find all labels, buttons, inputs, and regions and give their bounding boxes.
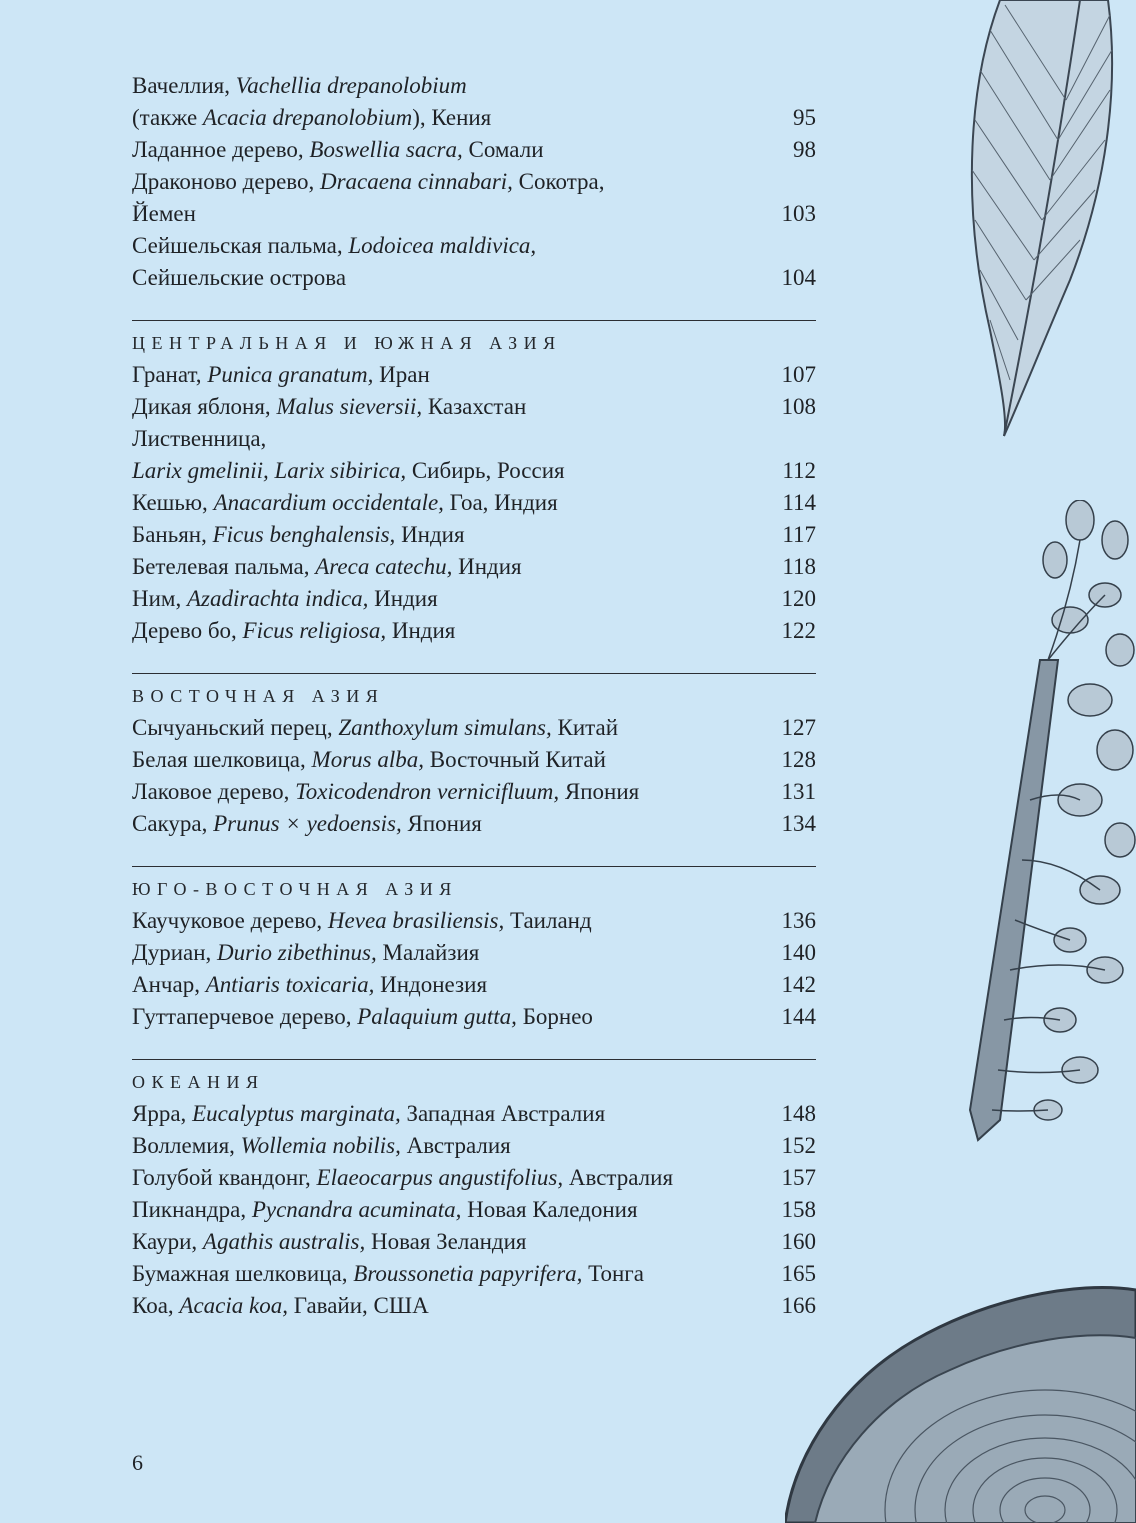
page-number: 6: [132, 1450, 143, 1475]
entry-common-name: Драконово дерево,: [132, 169, 320, 194]
toc-entry: [132, 519, 816, 551]
entry-location: Борнео: [516, 1004, 593, 1029]
entry-page-number: 148: [781, 1101, 816, 1126]
entry-page-number: 128: [781, 747, 816, 772]
entry-latin-name: Acacia koa,: [179, 1293, 288, 1318]
entry-location: Индия: [395, 522, 465, 547]
toc-entry: [132, 1162, 816, 1194]
entry-page-number: 103: [781, 201, 816, 226]
toc-section: [132, 1059, 816, 1322]
entry-location: Япония: [559, 779, 640, 804]
entry-common-name: Сакура,: [132, 811, 214, 836]
toc-entry: [132, 102, 816, 134]
entry-common-name: Гуттаперчевое дерево,: [132, 1004, 358, 1029]
entry-title: [132, 1258, 644, 1290]
toc-entry: [132, 423, 816, 455]
entry-common-name: Сейшельская пальма,: [132, 233, 349, 258]
entry-page-number: 157: [781, 1165, 816, 1190]
entry-latin-name: Punica granatum,: [207, 362, 374, 387]
entry-common-name: Баньян,: [132, 522, 213, 547]
toc-entry: [132, 70, 816, 102]
toc-section: [132, 320, 816, 647]
entry-title: [132, 583, 438, 615]
entry-latin-name: Wollemia nobilis,: [240, 1133, 401, 1158]
entry-page-number: 136: [781, 908, 816, 933]
entry-common-name: Лиственница,: [132, 426, 267, 451]
entry-latin-name: Toxicodendron vernicifluum,: [295, 779, 560, 804]
entry-title: [132, 744, 606, 776]
entry-page-number: 114: [782, 490, 816, 515]
entry-common-name: Дикая яблоня,: [132, 394, 277, 419]
entry-title: [132, 615, 455, 647]
entry-location: Западная Австралия: [400, 1101, 606, 1126]
entry-page-number: 140: [781, 940, 816, 965]
toc-entry: [132, 744, 816, 776]
tree-cross-section-illustration: [785, 1260, 1136, 1523]
toc-entry: [132, 1290, 816, 1322]
entry-location: Тонга: [582, 1261, 644, 1286]
entry-common-name: Дерево бо,: [132, 618, 243, 643]
entry-latin-name: Ficus benghalensis,: [212, 522, 396, 547]
toc-entry: [132, 1130, 816, 1162]
entry-location: Индия: [368, 586, 438, 611]
entry-latin-name: Zanthoxylum simulans,: [338, 715, 552, 740]
entry-location: Австралия: [400, 1133, 511, 1158]
entry-latin-name: Acacia drepanolobium: [202, 105, 413, 130]
entry-title: [132, 102, 491, 134]
entry-common-name: Дуриан,: [132, 940, 218, 965]
entry-location: Австралия: [563, 1165, 674, 1190]
toc-entry: [132, 776, 816, 808]
entry-title: [132, 1194, 638, 1226]
entry-latin-name: Ficus religiosa,: [242, 618, 387, 643]
entry-page-number: 108: [781, 394, 816, 419]
entry-page-number: 144: [781, 1004, 816, 1029]
entry-latin-name: Hevea brasiliensis,: [327, 908, 505, 933]
entry-page-number: 120: [781, 586, 816, 611]
entry-common-name: Кешью,: [132, 490, 214, 515]
leaf-illustration: [930, 0, 1136, 440]
entry-page-number: 166: [781, 1293, 816, 1318]
toc-entry: [132, 230, 816, 262]
entry-page-number: 98: [793, 137, 816, 162]
entry-common-name: Бумажная шелковица,: [132, 1261, 354, 1286]
entry-latin-name: Boswellia sacra,: [309, 137, 463, 162]
toc-entry: [132, 262, 816, 294]
entry-title: [132, 455, 565, 487]
entry-location: Китай: [551, 715, 618, 740]
entry-page-number: 104: [781, 265, 816, 290]
entry-common-name: Голубой квандонг,: [132, 1165, 317, 1190]
entry-title: [132, 1162, 673, 1194]
entry-common-name: Бетелевая пальма,: [132, 554, 316, 579]
entry-page-number: 118: [782, 554, 816, 579]
toc-entry: [132, 615, 816, 647]
entry-common-name: Йемен: [132, 201, 196, 226]
entry-page-number: 165: [781, 1261, 816, 1286]
entry-common-name: Гранат,: [132, 362, 208, 387]
entry-common-name: Пикнандра,: [132, 1197, 252, 1222]
entry-title: [132, 1130, 511, 1162]
entry-title: [132, 487, 558, 519]
toc-entry: [132, 1226, 816, 1258]
flower-stem-illustration: [930, 500, 1136, 1150]
toc-section: [132, 673, 816, 840]
entry-latin-name: Durio zibethinus,: [217, 940, 377, 965]
entry-common-name: Ярра,: [132, 1101, 193, 1126]
entry-common-name: Ладанное дерево,: [132, 137, 310, 162]
entry-location: Новая Каледония: [461, 1197, 638, 1222]
entry-page-number: 142: [781, 972, 816, 997]
toc-entry: [132, 166, 816, 198]
entry-title: [132, 391, 526, 423]
entry-latin-name: Pycnandra acuminata,: [251, 1197, 462, 1222]
section-heading: ЦЕНТРАЛЬНАЯ И ЮЖНАЯ АЗИЯ: [132, 333, 562, 353]
toc-entry: [132, 551, 816, 583]
entry-latin-name: Malus sieversii,: [276, 394, 423, 419]
entry-location: Индонезия: [374, 972, 488, 997]
toc-entry: [132, 455, 816, 487]
entry-page-number: 160: [781, 1229, 816, 1254]
entry-common-name: Сейшельские острова: [132, 265, 347, 290]
toc-entry: [132, 1001, 816, 1033]
entry-latin-name: Elaeocarpus angustifolius,: [316, 1165, 564, 1190]
entry-location: Сокотра,: [512, 169, 605, 194]
entry-location: Таиланд: [504, 908, 592, 933]
entry-page-number: 152: [781, 1133, 816, 1158]
toc-entry: [132, 969, 816, 1001]
entry-common-name: Ним,: [132, 586, 187, 611]
entry-page-number: 117: [782, 522, 816, 547]
entry-page-number: 131: [781, 779, 816, 804]
entry-latin-name: Eucalyptus marginata,: [192, 1101, 401, 1126]
section-heading: ЮГО-ВОСТОЧНАЯ АЗИЯ: [132, 879, 458, 899]
entry-common-name: Анчар,: [132, 972, 206, 997]
entry-title: [132, 776, 639, 808]
entry-latin-name: Agathis australis,: [202, 1229, 366, 1254]
toc-entry: [132, 808, 816, 840]
entry-title: [132, 230, 536, 262]
entry-latin-name: Broussonetia papyrifera,: [353, 1261, 583, 1286]
entry-title: [132, 70, 467, 102]
toc-entry: [132, 583, 816, 615]
entry-location: Восточный Китай: [423, 747, 606, 772]
entry-page-number: 122: [781, 618, 816, 643]
entry-page-number: 107: [781, 362, 816, 387]
entry-common-name: Вачеллия,: [132, 73, 236, 98]
entry-location: Сибирь, Россия: [406, 458, 565, 483]
entry-page-number: 134: [781, 811, 816, 836]
entry-title: [132, 808, 482, 840]
entry-latin-name: Prunus × yedoensis,: [213, 811, 402, 836]
entry-common-name: (также: [132, 105, 203, 130]
entry-title: [132, 519, 465, 551]
toc-entry: [132, 905, 816, 937]
entry-latin-name: Larix gmelinii, Larix sibirica,: [132, 458, 407, 483]
entry-latin-name: Antiaris toxicaria,: [205, 972, 375, 997]
entry-title: [132, 905, 592, 937]
entry-page-number: 127: [781, 715, 816, 740]
entry-common-name: Белая шелковица,: [132, 747, 312, 772]
entry-common-name: Лаковое дерево,: [132, 779, 296, 804]
toc-entry: [132, 1194, 816, 1226]
entry-title: [132, 423, 266, 455]
entry-latin-name: Anacardium occidentale,: [213, 490, 444, 515]
entry-latin-name: Areca catechu,: [315, 554, 453, 579]
toc-entry: [132, 198, 816, 230]
entry-page-number: 158: [781, 1197, 816, 1222]
entry-location: Малайзия: [376, 940, 480, 965]
toc-entry: [132, 134, 816, 166]
toc-entry: [132, 937, 816, 969]
entry-common-name: Сычуаньский перец,: [132, 715, 339, 740]
entry-common-name: Коа,: [132, 1293, 180, 1318]
entry-title: [132, 1226, 526, 1258]
entry-title: [132, 1001, 593, 1033]
entry-title: [132, 1098, 605, 1130]
entry-title: [132, 1290, 429, 1322]
entry-latin-name: Dracaena cinnabari,: [320, 169, 513, 194]
entry-location: Иран: [373, 362, 430, 387]
toc-entry: [132, 391, 816, 423]
toc-entry: [132, 1098, 816, 1130]
entry-location: Гоа, Индия: [443, 490, 558, 515]
toc-entry: [132, 359, 816, 391]
toc-entry: [132, 487, 816, 519]
entry-title: [132, 359, 430, 391]
entry-title: [132, 712, 618, 744]
entry-common-name: Воллемия,: [132, 1133, 241, 1158]
entry-title: [132, 551, 522, 583]
entry-latin-name: Palaquium gutta,: [357, 1004, 517, 1029]
entry-latin-name: Azadirachta indica,: [186, 586, 369, 611]
entry-latin-name: Lodoicea maldivica,: [348, 233, 537, 258]
entry-title: [132, 134, 544, 166]
table-of-contents: [132, 70, 816, 1322]
entry-latin-name: Vachellia drepanolobium: [235, 73, 467, 98]
entry-common-name: Каури,: [132, 1229, 203, 1254]
entry-location: Сомали: [462, 137, 544, 162]
toc-section: [132, 866, 816, 1033]
toc-entry: [132, 712, 816, 744]
entry-common-name: Каучуковое дерево,: [132, 908, 328, 933]
entry-title: [132, 969, 487, 1001]
entry-title: [132, 937, 479, 969]
entry-location: Индия: [452, 554, 522, 579]
entry-page-number: 112: [782, 458, 816, 483]
entry-location: Япония: [401, 811, 482, 836]
entry-page-number: 95: [793, 105, 816, 130]
section-heading: ВОСТОЧНАЯ АЗИЯ: [132, 686, 385, 706]
toc-entry: [132, 1258, 816, 1290]
section-heading: ОКЕАНИЯ: [132, 1072, 265, 1092]
entry-title: [132, 262, 346, 294]
entry-location: Казахстан: [422, 394, 527, 419]
entry-latin-name: Morus alba,: [311, 747, 424, 772]
entry-title: [132, 198, 196, 230]
entry-location: ), Кения: [412, 105, 492, 130]
entry-location: Новая Зеландия: [365, 1229, 527, 1254]
entry-title: [132, 166, 605, 198]
entry-location: Индия: [386, 618, 456, 643]
entry-location: Гавайи, США: [287, 1293, 429, 1318]
